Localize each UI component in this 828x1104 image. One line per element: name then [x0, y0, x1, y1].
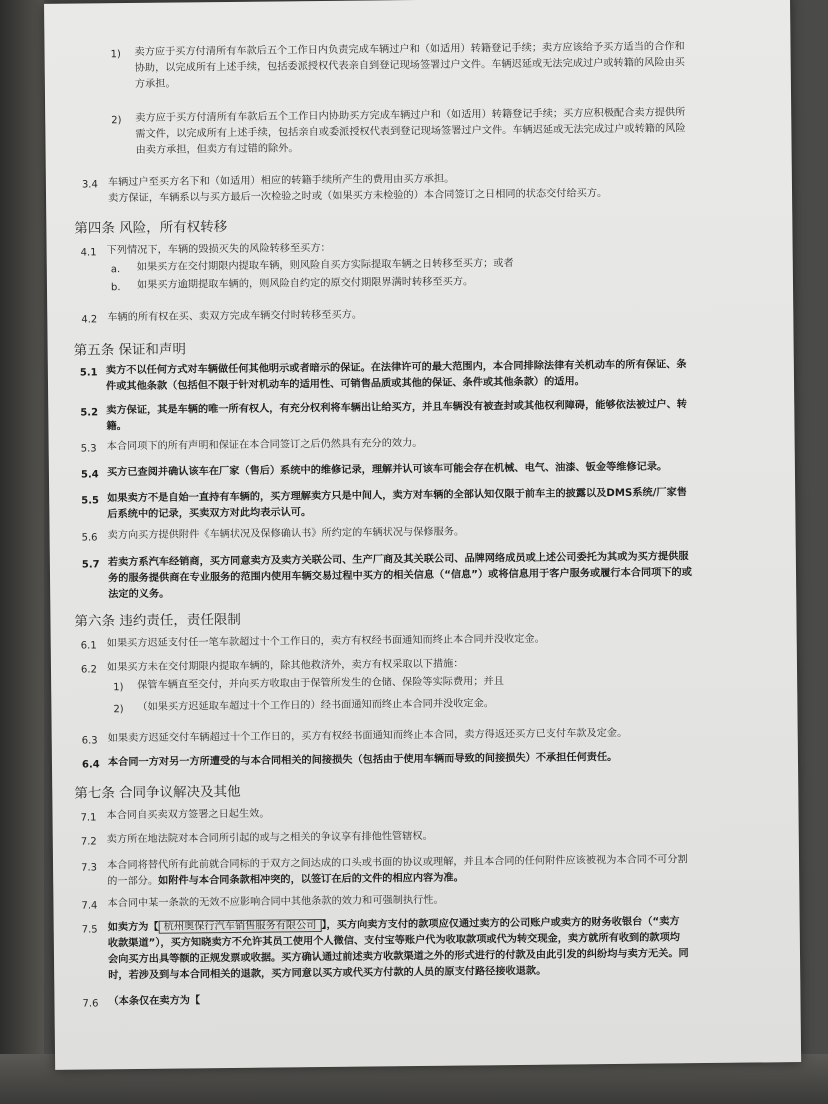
clause-text: 本合同中某一条款的无效不应影响合同中其他条款的效力和可强制执行性。 [107, 894, 444, 910]
clause-text: 车辆过户至买方名下和（如适用）相应的转籍手续所产生的费用由买方承担。 [107, 173, 455, 189]
list-number: 1) [113, 682, 124, 694]
background-edge [0, 0, 44, 1104]
clause-text: 时，若涉及到与本合同相关的退款，买方同意以买方或代买方付款的人员的原支付路径接收退款。 [108, 965, 547, 982]
clause-text: 需文件，以完成所有上述手续，包括亲自或委派授权代表到登记现场签署过户文件。车辆迟延或无法完成过户或转籍的风险 [135, 123, 686, 140]
clause-number: 7.1 [80, 812, 97, 824]
clause-text: 如果卖方迟延交付车辆超过十个工作日的，买方有权经书面通知而终止本合同，卖方得返还买方已支付车款及定金。 [107, 727, 628, 745]
clause-text: 法定的义务。 [108, 588, 170, 601]
clause-number: 7.4 [81, 900, 98, 912]
clause-text: 卖方应于买方付清所有车款后五个工作日内负责完成车辆过户和（如适用）转籍登记手续；卖方应该给予买方适当的合作和 [134, 41, 685, 58]
clause-text: 卖方所在地法院对本合同所引起的或与之相关的争议享有排他性管辖权。 [106, 830, 433, 846]
clause-text: （如果买方迟延取车超过十个工作日的）经书面通知而终止本合同并没收定金。 [137, 698, 494, 713]
list-number: 2) [113, 704, 124, 716]
clause-text: 本合同自买卖双方签署之日起生效。 [106, 808, 270, 822]
clause-text: 卖方不以任何方式对车辆做任何其他明示或者暗示的保证。在法律许可的最大范围内，本合同排除法律有关机动车的所有保证、条 [105, 359, 687, 377]
clause-text: 买方已查阅并确认该车在厂家（售后）系统中的维修记录，理解并认可该车可能会存在机械、电气、油漆、钣金等维修记录。 [106, 461, 668, 479]
clause-text: 收款渠道”），买方知晓卖方不允许其员工使用个人微信、支付宝等账户代为收取款项或代为转交现金，卖方就所有收到的款项均 [107, 932, 680, 950]
clause-text-part: 如卖方为【 [107, 921, 159, 934]
clause-text: 车辆的所有权在买、卖双方完成车辆交付时转移至买方。 [107, 309, 363, 324]
clause-text: 保管车辆直至交付，并向买方收取由于保管所发生的仓储、保险等实际费用；并且 [137, 676, 504, 691]
clause-number: 5.7 [81, 559, 100, 571]
clause-text-part: 】，买方向卖方支付的款项应仅通过卖方的公司账户或卖方的财务收银台（“卖方 [321, 916, 680, 932]
clause-text: 如果买方未在交付期限内提取车辆的，除其他救济外，卖方有权采取以下措施： [106, 658, 464, 674]
clause-text: （本条仅在卖方为【 [108, 995, 201, 1008]
clause-number: 5.2 [80, 407, 99, 419]
clause-number: 6.2 [80, 664, 97, 676]
clause-number: 7.6 [82, 998, 99, 1010]
section-heading: 第五条 保证和声明 [73, 341, 187, 359]
clause-number: 5.3 [80, 443, 97, 455]
clause-text-bold: 如附件与本合同条款相冲突的，以签订在后的文件的相应内容为准。 [158, 872, 464, 887]
section-heading: 第六条 违约责任，责任限制 [74, 611, 241, 630]
clause-text: 卖方向买方提供附件《车辆状况及保修确认书》所约定的车辆状况与保修服务。 [107, 526, 465, 542]
clause-text: 会向买方出具等额的正规发票或收据。买方确认通过前述卖方收款渠道之外的形式进行的付款及由此引发的纠纷均与卖方无关。同 [107, 948, 689, 966]
clause-number: 5.5 [81, 495, 100, 507]
clause-number: 4.2 [81, 314, 98, 326]
clause-text: 后系统中的记录，买卖双方对此均表示认可。 [107, 507, 312, 521]
clause-number: 3.4 [81, 179, 98, 191]
clause-number: 6.1 [80, 640, 97, 652]
clause-text: 如果卖方不是自始一直持有车辆的，买方理解卖方只是中间人，卖方对车辆的全部认知仅限于前车主的披露以及DMS系统/厂家售 [107, 487, 688, 505]
clause-number: 7.3 [81, 862, 98, 874]
section-heading: 第七条 合同争议解决及其他 [74, 783, 241, 802]
contract-page [44, 0, 801, 1070]
clause-text: 下列情况下，车辆的毁损灭失的风险转移至买方： [106, 242, 331, 257]
clause-number: 6.4 [81, 759, 100, 771]
list-number: 1) [110, 49, 121, 61]
clause-number: 7.2 [80, 836, 97, 848]
clause-text: 件或其他条款（包括但不限于针对机动车的适用性、可销售品质或其他的保证、条件或其他条款）的适用。 [105, 376, 585, 393]
clause-text: 方承担。 [134, 78, 176, 90]
clause-text: 如果买方在交付期限内提取车辆，则风险自买方实际提取车辆之日转移至买方；或者 [136, 258, 514, 273]
clause-text: 卖方保证，其是车辆的唯一所有权人，有充分权利将车辆出让给买方，并且车辆没有被查封或其他权利障碍，能够依法被过户、转 [106, 399, 687, 417]
list-number: b. [110, 282, 121, 294]
clause-number: 5.4 [80, 469, 99, 481]
list-number: 2) [111, 115, 122, 127]
clause-text: 若卖方系汽车经销商，买方同意卖方及卖方关联公司、生产厂商及其关联公司、品牌网络成员或上述公司委托为其或为买方提供服 [107, 551, 689, 569]
clause-text: 本合同将替代所有此前就合同标的于双方之间达成的口头或书面的协议或理解，并且本合同的任何附件应该被视为本合同不可分割 [106, 854, 688, 872]
clause-text: 如果买方逾期提取车辆的，则风险自约定的原交付期限界满时转移至买方。 [136, 276, 474, 291]
list-number: a. [110, 264, 121, 276]
clause-text [107, 871, 464, 891]
clause-text: 如果买方迟延支付任一笔车款超过十个工作日的，卖方有权经书面通知而终止本合同并没收定金。 [106, 633, 545, 650]
clause-text: 籍。 [106, 421, 127, 433]
clause-text: 由卖方承担，但卖方有过错的除外。 [135, 143, 299, 156]
clause-text: 本合同项下的所有声明和保证在本合同签订之后仍然具有充分的效力。 [106, 437, 423, 453]
clause-number: 7.5 [81, 924, 98, 936]
clause-text: 卖方应于买方付清所有车款后五个工作日内协助买方完成车辆过户和（如适用）转籍登记手续；买方应积极配合卖方提供所 [135, 107, 686, 124]
clause-text: 本合同一方对另一方所遭受的与本合同相关的间接损失（包括由于使用车辆而导致的间接损失）不承担任何责任。 [107, 751, 618, 769]
clause-text: 协助，以完成所有上述手续，包括委派授权代表亲自到登记现场签署过户文件。车辆迟延或无法完成过户或转籍的风险由买 [134, 57, 685, 74]
section-heading: 第四条 风险，所有权转移 [74, 219, 228, 237]
clause-number: 4.1 [80, 247, 97, 259]
clause-number: 5.6 [81, 532, 98, 544]
clause-number: 6.3 [81, 735, 98, 747]
clause-number: 5.1 [79, 367, 98, 379]
clause-text: 务的服务提供商在专业服务的范围内使用车辆交易过程中买方的相关信息（“信息”）或将信息用于客户服务或履行本合同项下的或 [107, 567, 692, 585]
clause-text: 卖方保证，车辆系以与买方最后一次检验之时或（如果买方未检验的）本合同签订之日相同的状态交付给买方。 [108, 188, 608, 205]
clause-text-part: 的一部分。 [107, 875, 159, 888]
company-name-field: 杭州奥保行汽车销售服务有限公司 [159, 919, 322, 934]
